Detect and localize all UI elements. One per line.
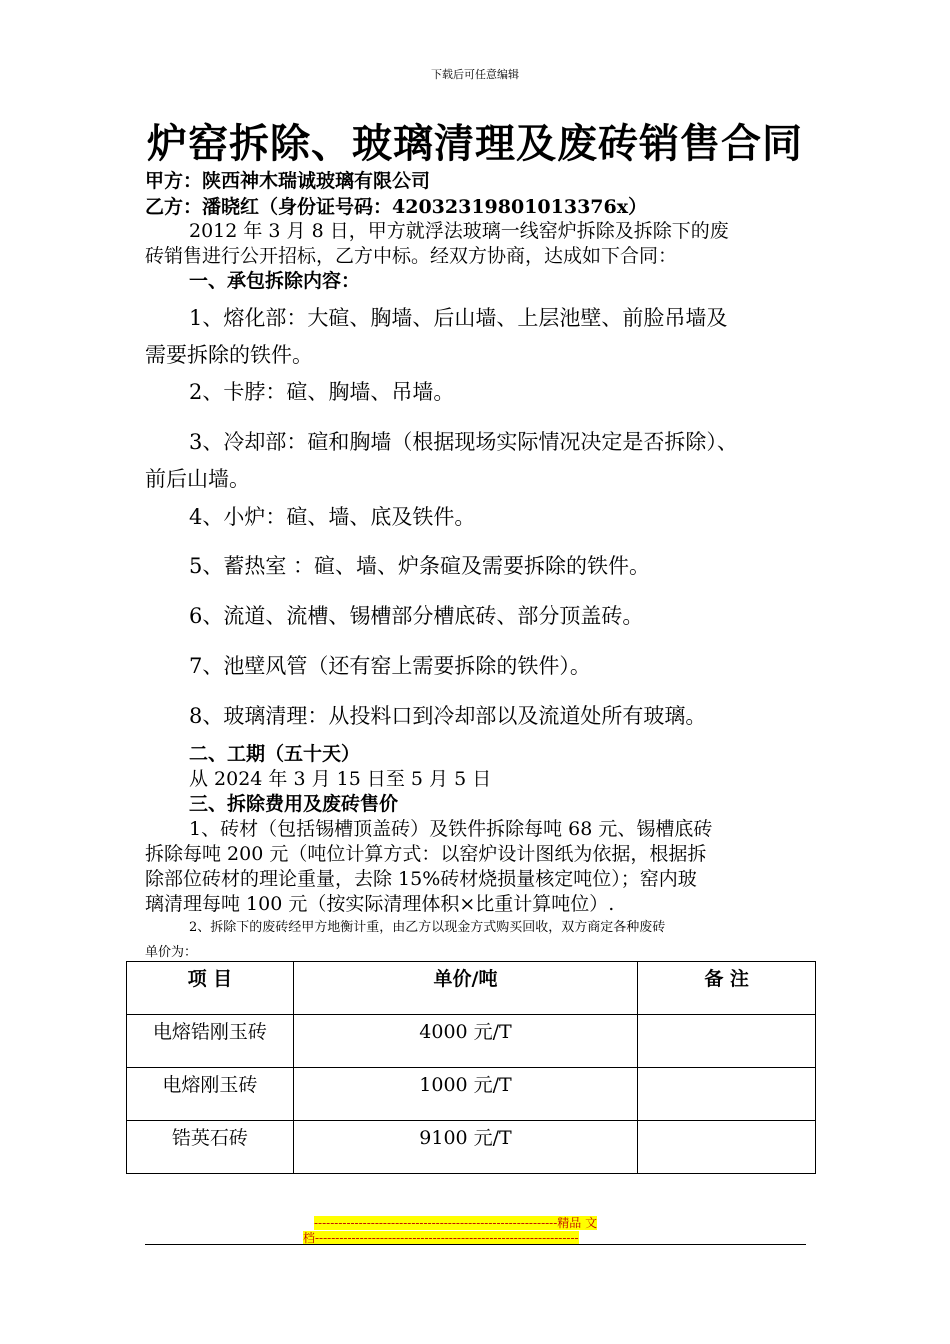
footer-text-1: ------------------------------------------------------------精品 文 [314,1216,598,1230]
table-header-remark: 备 注 [638,962,816,1015]
section1-item-1-line-1: 1、熔化部：大碹、胸墙、后山墙、上层池壁、前脸吊墙及 [189,306,728,330]
section1-item-5: 5、蓄热室 ：碹、墙、炉条碹及需要拆除的铁件。 [189,554,651,578]
table-cell-item: 锆英石砖 [127,1121,294,1174]
section3-para1-line-3: 除部位砖材的理论重量，去除 15%砖材烧损量核定吨位）；窑内玻 [145,868,697,890]
section2-heading: 二、工期（五十天） [189,743,361,765]
section3-para1-line-2: 拆除每吨 200 元（吨位计算方式：以窑炉设计图纸为依据，根据拆 [145,843,707,865]
section1-item-2: 2、卡脖：碹、胸墙、吊墙。 [189,380,455,404]
intro-line-1: 2012 年 3 月 8 日，甲方就浮法玻璃一线窑炉拆除及拆除下的废 [189,220,729,242]
table-cell-item: 电熔刚玉砖 [127,1068,294,1121]
header-note: 下载后可任意编辑 [431,68,519,81]
section3-para1-line-4: 璃清理每吨 100 元（按实际清理体积×比重计算吨位）. [145,893,615,915]
footer-divider [145,1244,806,1245]
section1-item-3-line-2: 前后山墙。 [145,467,250,491]
table-cell-price: 4000 元/T [293,1015,638,1068]
section1-item-3-line-1: 3、冷却部：碹和胸墙（根据现场实际情况决定是否拆除）、 [189,430,738,454]
table-row [127,1121,816,1174]
table-cell-remark [638,1121,816,1174]
section3-para2-line-2: 单价为： [145,945,198,960]
table-row [127,1068,816,1121]
table-header-item: 项 目 [127,962,294,1015]
section1-heading: 一、承包拆除内容： [189,270,361,292]
price-table [126,961,816,1174]
footer-text-2: 档----------------------------------------------------------------- [303,1231,579,1245]
section1-item-6: 6、流道、流槽、锡槽部分槽底砖、部分顶盖砖。 [189,604,644,628]
party-a: 甲方：陕西神木瑞诚玻璃有限公司 [145,170,431,192]
party-b: 乙方：潘晓红（身份证号码：42032319801013376x） [145,196,648,218]
table-header-price: 单价/吨 [293,962,638,1015]
table-cell-remark [638,1015,816,1068]
table-cell-item: 电熔锆刚玉砖 [127,1015,294,1068]
document-title: 炉窑拆除、玻璃清理及废砖销售合同 [147,120,803,167]
section3-para1-line-1: 1、砖材（包括锡槽顶盖砖）及铁件拆除每吨 68 元、锡槽底砖 [189,818,713,840]
table-row [127,1015,816,1068]
section1-item-8: 8、玻璃清理：从投料口到冷却部以及流道处所有玻璃。 [189,704,707,728]
section3-para2-line-1: 2、拆除下的废砖经甲方地衡计重，由乙方以现金方式购买回收，双方商定各种废砖 [189,920,666,935]
table-cell-price: 9100 元/T [293,1121,638,1174]
section2-text: 从 2024 年 3 月 15 日至 5 月 5 日 [189,768,492,790]
table-cell-remark [638,1068,816,1121]
section3-heading: 三、拆除费用及废砖售价 [189,793,399,815]
section1-item-7: 7、池壁风管（还有窑上需要拆除的铁件）。 [189,654,591,678]
table-header-row [127,962,816,1015]
intro-line-2: 砖销售进行公开招标，乙方中标。经双方协商，达成如下合同： [145,245,678,267]
section1-item-1-line-2: 需要拆除的铁件。 [145,343,313,367]
table-cell-price: 1000 元/T [293,1068,638,1121]
section1-item-4: 4、小炉：碹、墙、底及铁件。 [189,505,476,529]
